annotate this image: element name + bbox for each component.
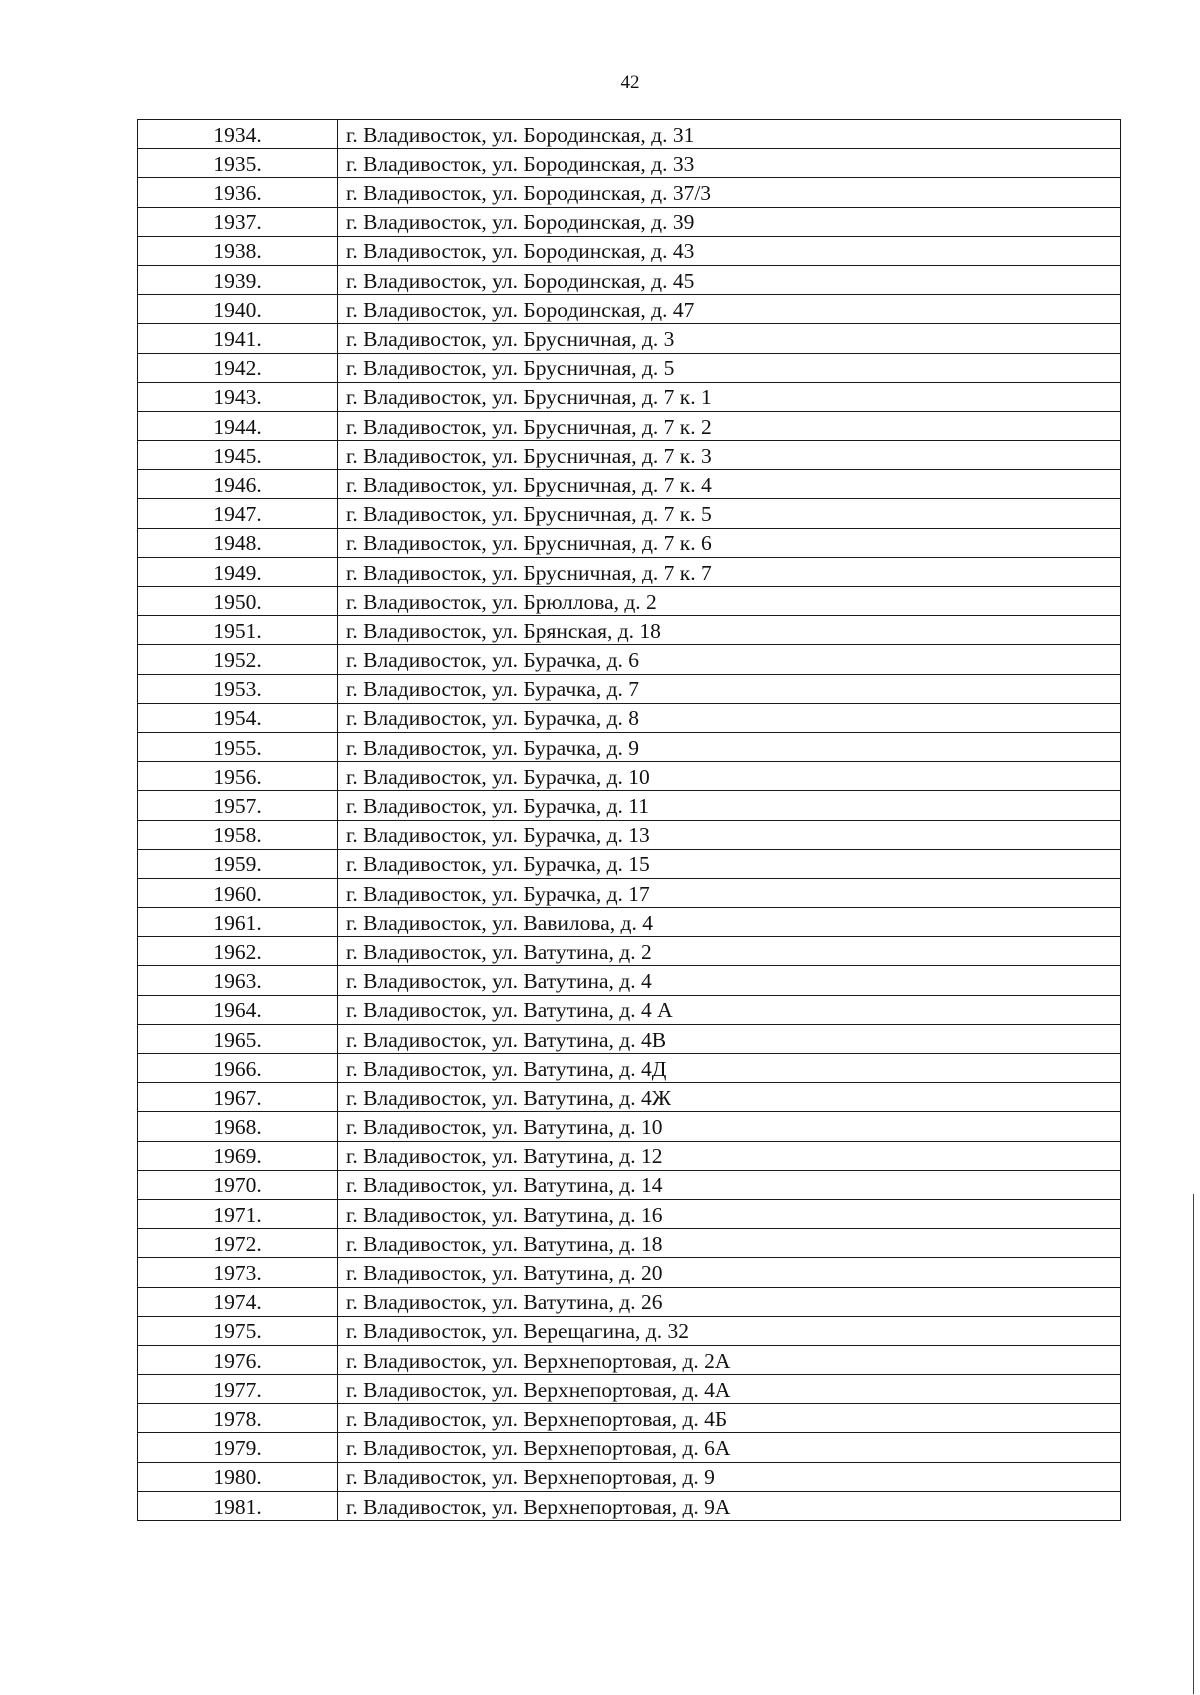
- row-number-cell: 1952.: [138, 645, 338, 674]
- table-row: [138, 1024, 1121, 1053]
- row-number-cell: 1977.: [138, 1375, 338, 1404]
- address-cell: г. Владивосток, ул. Ватутина, д. 18: [338, 1229, 1121, 1258]
- row-number-cell: 1966.: [138, 1054, 338, 1083]
- table-row: [138, 1491, 1121, 1520]
- table-row: [138, 149, 1121, 178]
- address-cell: г. Владивосток, ул. Брусничная, д. 7 к. 2: [338, 411, 1121, 440]
- row-number-cell: 1979.: [138, 1433, 338, 1462]
- address-cell: г. Владивосток, ул. Брусничная, д. 7 к. 3: [338, 441, 1121, 470]
- table-row: [138, 1462, 1121, 1491]
- row-number-cell: 1970.: [138, 1170, 338, 1199]
- address-cell: г. Владивосток, ул. Верхнепортовая, д. 9: [338, 1462, 1121, 1491]
- table-row: [138, 937, 1121, 966]
- table-row: [138, 353, 1121, 382]
- row-number-cell: 1980.: [138, 1462, 338, 1491]
- address-cell: г. Владивосток, ул. Ватутина, д. 4: [338, 966, 1121, 995]
- row-number-cell: 1946.: [138, 470, 338, 499]
- table-row: [138, 1404, 1121, 1433]
- table-row: [138, 1316, 1121, 1345]
- address-cell: г. Владивосток, ул. Верхнепортовая, д. 2А: [338, 1345, 1121, 1374]
- table-row: [138, 674, 1121, 703]
- table-row: [138, 470, 1121, 499]
- address-cell: г. Владивосток, ул. Бурачка, д. 8: [338, 703, 1121, 732]
- table-row: [138, 1433, 1121, 1462]
- address-cell: г. Владивосток, ул. Бурачка, д. 13: [338, 820, 1121, 849]
- row-number-cell: 1947.: [138, 499, 338, 528]
- row-number-cell: 1942.: [138, 353, 338, 382]
- address-cell: г. Владивосток, ул. Ватутина, д. 10: [338, 1112, 1121, 1141]
- row-number-cell: 1937.: [138, 207, 338, 236]
- row-number-cell: 1951.: [138, 616, 338, 645]
- address-cell: г. Владивосток, ул. Ватутина, д. 16: [338, 1199, 1121, 1228]
- table-row: [138, 762, 1121, 791]
- address-cell: г. Владивосток, ул. Бородинская, д. 33: [338, 149, 1121, 178]
- row-number-cell: 1950.: [138, 587, 338, 616]
- address-cell: г. Владивосток, ул. Верещагина, д. 32: [338, 1316, 1121, 1345]
- address-cell: г. Владивосток, ул. Бурачка, д. 15: [338, 849, 1121, 878]
- table-row: [138, 1083, 1121, 1112]
- row-number-cell: 1940.: [138, 295, 338, 324]
- row-number-cell: 1975.: [138, 1316, 338, 1345]
- table-row: [138, 732, 1121, 761]
- address-cell: г. Владивосток, ул. Бурачка, д. 11: [338, 791, 1121, 820]
- row-number-cell: 1944.: [138, 411, 338, 440]
- scan-edge-line: [1193, 1194, 1195, 1694]
- table-row: [138, 587, 1121, 616]
- row-number-cell: 1981.: [138, 1491, 338, 1520]
- table-row: [138, 411, 1121, 440]
- table-row: [138, 1112, 1121, 1141]
- row-number-cell: 1972.: [138, 1229, 338, 1258]
- table-row: [138, 1229, 1121, 1258]
- address-cell: г. Владивосток, ул. Брусничная, д. 7 к. 6: [338, 528, 1121, 557]
- row-number-cell: 1957.: [138, 791, 338, 820]
- row-number-cell: 1945.: [138, 441, 338, 470]
- table-row: [138, 820, 1121, 849]
- row-number-cell: 1973.: [138, 1258, 338, 1287]
- address-cell: г. Владивосток, ул. Верхнепортовая, д. 9А: [338, 1491, 1121, 1520]
- address-cell: г. Владивосток, ул. Брусничная, д. 5: [338, 353, 1121, 382]
- address-cell: г. Владивосток, ул. Бородинская, д. 31: [338, 120, 1121, 149]
- row-number-cell: 1941.: [138, 324, 338, 353]
- row-number-cell: 1967.: [138, 1083, 338, 1112]
- table-row: [138, 120, 1121, 149]
- table-row: [138, 499, 1121, 528]
- address-cell: г. Владивосток, ул. Ватутина, д. 2: [338, 937, 1121, 966]
- address-cell: г. Владивосток, ул. Брюллова, д. 2: [338, 587, 1121, 616]
- row-number-cell: 1965.: [138, 1024, 338, 1053]
- row-number-cell: 1968.: [138, 1112, 338, 1141]
- table-row: [138, 441, 1121, 470]
- address-cell: г. Владивосток, ул. Бородинская, д. 45: [338, 265, 1121, 294]
- row-number-cell: 1971.: [138, 1199, 338, 1228]
- address-cell: г. Владивосток, ул. Верхнепортовая, д. 4А: [338, 1375, 1121, 1404]
- address-cell: г. Владивосток, ул. Бородинская, д. 37/3: [338, 178, 1121, 207]
- row-number-cell: 1935.: [138, 149, 338, 178]
- address-cell: г. Владивосток, ул. Ватутина, д. 14: [338, 1170, 1121, 1199]
- row-number-cell: 1954.: [138, 703, 338, 732]
- row-number-cell: 1936.: [138, 178, 338, 207]
- row-number-cell: 1948.: [138, 528, 338, 557]
- row-number-cell: 1938.: [138, 236, 338, 265]
- row-number-cell: 1963.: [138, 966, 338, 995]
- address-cell: г. Владивосток, ул. Ватутина, д. 4Д: [338, 1054, 1121, 1083]
- address-cell: г. Владивосток, ул. Ватутина, д. 4В: [338, 1024, 1121, 1053]
- row-number-cell: 1974.: [138, 1287, 338, 1316]
- table-row: [138, 1375, 1121, 1404]
- table-row: [138, 1199, 1121, 1228]
- address-cell: г. Владивосток, ул. Брусничная, д. 7 к. 1: [338, 382, 1121, 411]
- table-row: [138, 995, 1121, 1024]
- address-cell: г. Владивосток, ул. Брянская, д. 18: [338, 616, 1121, 645]
- table-row: [138, 295, 1121, 324]
- row-number-cell: 1956.: [138, 762, 338, 791]
- page-number: 42: [620, 72, 640, 93]
- address-cell: г. Владивосток, ул. Брусничная, д. 7 к. 4: [338, 470, 1121, 499]
- table-row: [138, 557, 1121, 586]
- table-row: [138, 703, 1121, 732]
- row-number-cell: 1955.: [138, 732, 338, 761]
- table-body: [138, 120, 1121, 1521]
- address-cell: г. Владивосток, ул. Бурачка, д. 9: [338, 732, 1121, 761]
- row-number-cell: 1964.: [138, 995, 338, 1024]
- address-cell: г. Владивосток, ул. Бурачка, д. 7: [338, 674, 1121, 703]
- table-row: [138, 616, 1121, 645]
- address-cell: г. Владивосток, ул. Брусничная, д. 7 к. 7: [338, 557, 1121, 586]
- table-row: [138, 908, 1121, 937]
- address-cell: г. Владивосток, ул. Верхнепортовая, д. 4Б: [338, 1404, 1121, 1433]
- table-row: [138, 382, 1121, 411]
- row-number-cell: 1969.: [138, 1141, 338, 1170]
- row-number-cell: 1939.: [138, 265, 338, 294]
- table-row: [138, 178, 1121, 207]
- address-cell: г. Владивосток, ул. Бородинская, д. 47: [338, 295, 1121, 324]
- table-row: [138, 236, 1121, 265]
- row-number-cell: 1958.: [138, 820, 338, 849]
- row-number-cell: 1959.: [138, 849, 338, 878]
- address-cell: г. Владивосток, ул. Вавилова, д. 4: [338, 908, 1121, 937]
- table-row: [138, 878, 1121, 907]
- address-cell: г. Владивосток, ул. Брусничная, д. 7 к. 5: [338, 499, 1121, 528]
- table-row: [138, 528, 1121, 557]
- table-row: [138, 1345, 1121, 1374]
- address-cell: г. Владивосток, ул. Брусничная, д. 3: [338, 324, 1121, 353]
- row-number-cell: 1949.: [138, 557, 338, 586]
- address-cell: г. Владивосток, ул. Ватутина, д. 4Ж: [338, 1083, 1121, 1112]
- table-row: [138, 1287, 1121, 1316]
- address-cell: г. Владивосток, ул. Ватутина, д. 12: [338, 1141, 1121, 1170]
- address-cell: г. Владивосток, ул. Верхнепортовая, д. 6А: [338, 1433, 1121, 1462]
- row-number-cell: 1943.: [138, 382, 338, 411]
- address-cell: г. Владивосток, ул. Бурачка, д. 17: [338, 878, 1121, 907]
- row-number-cell: 1976.: [138, 1345, 338, 1374]
- address-table: [137, 119, 1121, 1521]
- table-row: [138, 791, 1121, 820]
- address-cell: г. Владивосток, ул. Ватутина, д. 4 А: [338, 995, 1121, 1024]
- table-row: [138, 324, 1121, 353]
- table-row: [138, 849, 1121, 878]
- address-cell: г. Владивосток, ул. Бурачка, д. 6: [338, 645, 1121, 674]
- table-row: [138, 207, 1121, 236]
- row-number-cell: 1962.: [138, 937, 338, 966]
- table-row: [138, 1054, 1121, 1083]
- table-row: [138, 265, 1121, 294]
- row-number-cell: 1960.: [138, 878, 338, 907]
- row-number-cell: 1978.: [138, 1404, 338, 1433]
- table-row: [138, 645, 1121, 674]
- table-row: [138, 1170, 1121, 1199]
- address-cell: г. Владивосток, ул. Бурачка, д. 10: [338, 762, 1121, 791]
- table-row: [138, 966, 1121, 995]
- address-cell: г. Владивосток, ул. Бородинская, д. 39: [338, 207, 1121, 236]
- table-row: [138, 1141, 1121, 1170]
- table-row: [138, 1258, 1121, 1287]
- address-cell: г. Владивосток, ул. Ватутина, д. 26: [338, 1287, 1121, 1316]
- row-number-cell: 1961.: [138, 908, 338, 937]
- row-number-cell: 1953.: [138, 674, 338, 703]
- address-cell: г. Владивосток, ул. Ватутина, д. 20: [338, 1258, 1121, 1287]
- row-number-cell: 1934.: [138, 120, 338, 149]
- address-cell: г. Владивосток, ул. Бородинская, д. 43: [338, 236, 1121, 265]
